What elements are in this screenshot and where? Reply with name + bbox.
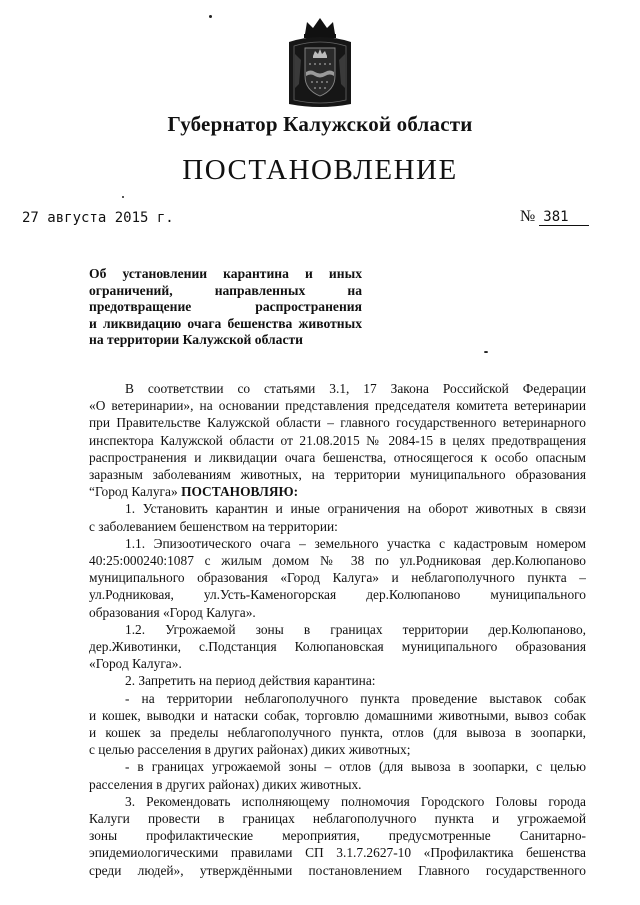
subject-line: и ликвидацию очага бешенства животных <box>89 315 362 331</box>
body-line: 1.2. Угрожаемой зоны в границах территории дер.Колюпаново, <box>125 621 586 637</box>
body-line: 2. Запретить на период действия карантина: <box>125 673 376 689</box>
body-line: дер.Животинки, с.Подстанция Колюпановская муниципального образования <box>89 639 586 655</box>
body-line: “Город Калуга» ПОСТАНОВЛЯЮ: <box>89 484 299 500</box>
decree-word: ПОСТАНОВЛЯЮ: <box>181 484 299 500</box>
body-line: Калуги провести в границах неблагополучного пункта и угрожаемой <box>89 811 586 827</box>
number-sign: № <box>520 208 536 225</box>
body-line: 40:25:000240:1087 с жилым домом № 38 по ул.Родниковая дер.Колюпаново <box>89 553 586 569</box>
body-line: с заболеванием бешенством на территории: <box>89 518 338 534</box>
number-value: 381 <box>539 209 589 226</box>
body-line: В соответствии со статьями 3.1, 17 Закона Российской Федерации <box>125 381 586 396</box>
document-date: 27 августа 2015 г. <box>22 210 174 226</box>
body-line: образования «Город Калуга». <box>89 604 256 620</box>
subject-line: на территории Калужской области <box>89 332 303 348</box>
body-line: при Правительстве Калужской области – главного государственного ветеринарного <box>89 415 586 431</box>
body-line: инспектора Калужской области от 21.08.2015 № 2084-15 в целях предотвращения <box>89 432 586 448</box>
body-line: зоны профилактические мероприятия, предусмотренные Санитарно- <box>89 828 586 844</box>
body-line: 1.1. Эпизоотического очага – земельного участка с кадастровым номером <box>125 535 586 551</box>
body-line: расселения в других районах) диких животных. <box>89 776 362 792</box>
body-line: - на территории неблагополучного пункта проведение выставок собак <box>125 690 586 706</box>
body-line: заразным заболеваниям животных, на территории муниципального образования <box>89 467 586 483</box>
scan-speck <box>209 15 212 18</box>
governor-title: Губернатор Калужской области <box>167 112 473 136</box>
document-subject <box>89 266 362 349</box>
body-line: и кошек, выводки и натаски собак, торговлю домашними животными, вывоз собак <box>89 707 586 723</box>
body-line: распространения и ликвидации очага бешенства, относящегося к особо опасным <box>89 449 586 465</box>
body-line: - в границах угрожаемой зоны – отлов (для вывоза в зоопарки, с целью <box>125 759 586 775</box>
body-line: с целью расселения в других районах) диких животных; <box>89 742 411 758</box>
scan-speck <box>484 351 488 353</box>
body-line: 3. Рекомендовать исполняющему полномочия Городского Головы города <box>125 793 586 809</box>
subject-line: предотвращение распространения <box>89 299 362 315</box>
body-line: эпидемиологическими правилами СП 3.1.7.2627-10 «Профилактика бешенства <box>89 845 586 861</box>
body-line: муниципального образования «Город Калуга» и неблагополучного пункта – <box>89 570 586 586</box>
document-type: ПОСТАНОВЛЕНИЕ <box>182 154 458 186</box>
body-line: и кошек за пределы неблагополучного пункта, отлов (для вывоза в зоопарки, <box>89 725 586 741</box>
body-line: среди людей», утверждёнными постановлением Главного государственного <box>89 862 586 878</box>
subject-line: ограничений, направленных на <box>89 282 362 298</box>
body-line: «Город Калуга». <box>89 656 182 672</box>
body-line: «О ветеринарии», на основании представления председателя комитета ветеринарии <box>89 398 586 414</box>
document-body <box>89 380 586 879</box>
kaluga-coat-of-arms-icon <box>285 14 355 110</box>
scan-speck <box>122 196 124 198</box>
document-number <box>520 208 589 226</box>
body-line: ул.Родниковая, ул.Усть-Каменогорская дер.Колюпаново муниципального <box>89 587 586 603</box>
body-line: 1. Установить карантин и иные ограничения на оборот животных в связи <box>125 501 586 517</box>
subject-line: Об установлении карантина и иных <box>89 266 362 281</box>
